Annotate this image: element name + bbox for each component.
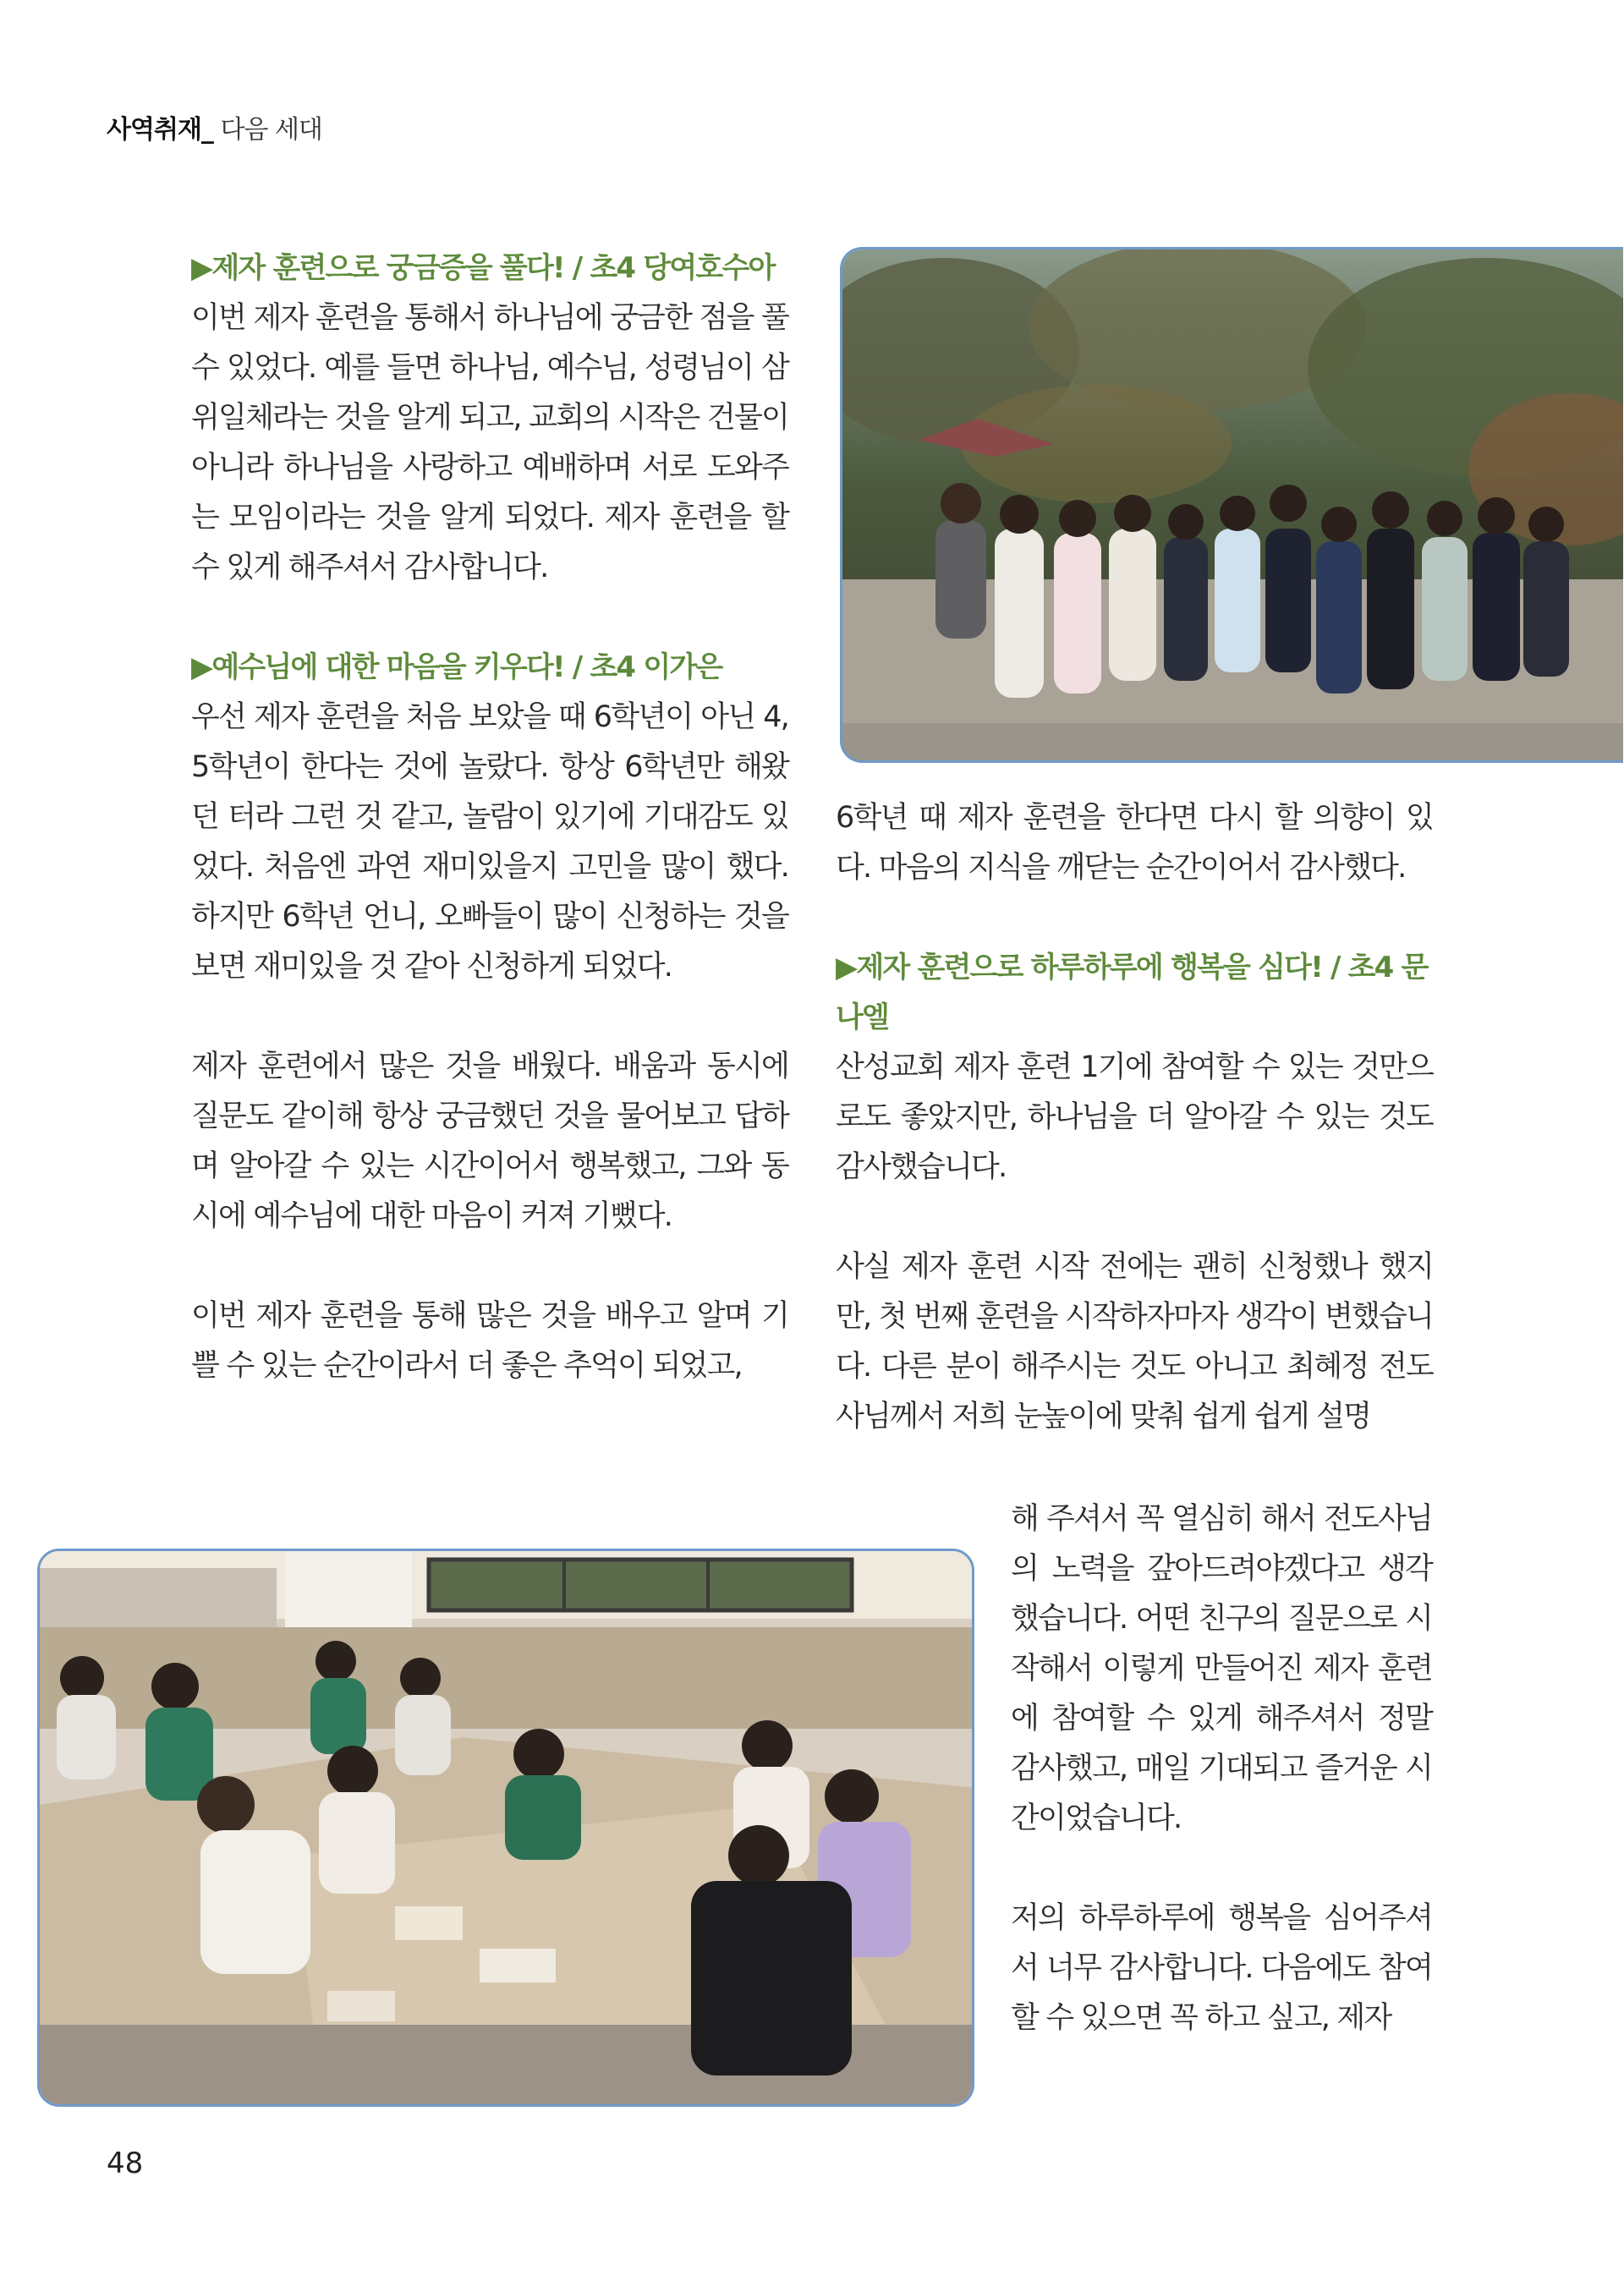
article-paragraph: 이번 제자 훈련을 통해서 하나님에 궁금한 점을 풀 수 있었다. 예를 들면 하나님, 예수님, 성령님이 삼위일체라는 것을 알게 되고, 교회의 시작은 건물이 아니라 하나님을 사랑하고 예배하며 서로 도와주는 모임이라는 것을 알게 되었다. 제자 훈련을 할 수 있게 해주셔서 감사합니다. (191, 301, 788, 584)
article-heading-2: ▶예수님에 대한 마음을 키우다! / 초4 이가은 (191, 650, 722, 684)
page-header (107, 108, 322, 145)
article-paragraph: 6학년 때 제자 훈련을 한다면 다시 할 의향이 있다. 마음의 지식을 깨닫는 순간이어서 감사했다. (836, 801, 1433, 885)
article-paragraph: 해 주셔서 꼭 열심히 해서 전도사님의 노력을 갚아드려야겠다고 생각했습니다. 어떤 친구의 질문으로 시작해서 이렇게 만들어진 제자 훈련에 참여할 수 있게 해주셔서 정말 감사했고, 매일 기대되고 즐거운 시간이었습니다. (1011, 1502, 1432, 1835)
article-heading-1: ▶제자 훈련으로 궁금증을 풀다! / 초4 당여호수아 (191, 251, 775, 285)
article-heading-3: ▶제자 훈련으로 하루하루에 행복을 심다! / 초4 문나엘 (836, 951, 1428, 1034)
article-paragraph: 산성교회 제자 훈련 1기에 참여할 수 있는 것만으로도 좋았지만, 하나님을 더 알아갈 수 있는 것도 감사했습니다. (836, 1050, 1433, 1184)
article-paragraph: 우선 제자 훈련을 처음 보았을 때 6학년이 아닌 4, 5학년이 한다는 것에 놀랐다. 항상 6학년만 해왔던 터라 그런 것 같고, 놀람이 있기에 기대감도 있었다. 처음엔 과연 재미있을지 고민을 많이 했다. 하지만 6학년 언니, 오빠들이 많이 신청하는 것을 보면 재미있을 것 같아 신청하게 되었다. (191, 700, 788, 984)
classroom-photo-illustration (40, 1551, 974, 2107)
right-narrow-column (1011, 1494, 1432, 2043)
right-column (836, 793, 1433, 1442)
article-paragraph: 사실 제자 훈련 시작 전에는 괜히 신청했나 했지만, 첫 번째 훈련을 시작하자마자 생각이 변했습니다. 다른 분이 해주시는 것도 아니고 최혜정 전도사님께서 저희 눈높이에 맞춰 쉽게 쉽게 설명 (836, 1250, 1433, 1434)
article-paragraph: 제자 훈련에서 많은 것을 배웠다. 배움과 동시에 질문도 같이해 항상 궁금했던 것을 물어보고 답하며 알아갈 수 있는 시간이어서 행복했고, 그와 동시에 예수님에 대한 마음이 커져 기뻤다. (191, 1050, 788, 1233)
section-title: 사역취재_ (107, 115, 213, 145)
page-number: 48 (107, 2147, 144, 2180)
article-paragraph: 이번 제자 훈련을 통해 많은 것을 배우고 알며 기쁠 수 있는 순간이라서 더 좋은 추억이 되었고, (191, 1299, 788, 1383)
subsection-title: 다음 세대 (212, 115, 322, 145)
group-photo (840, 247, 1623, 763)
left-column (191, 244, 788, 1391)
classroom-photo (37, 1549, 974, 2107)
group-photo-illustration (842, 249, 1623, 763)
article-paragraph: 저의 하루하루에 행복을 심어주셔서 너무 감사합니다. 다음에도 참여할 수 있으면 꼭 하고 싶고, 제자 (1011, 1901, 1432, 2035)
